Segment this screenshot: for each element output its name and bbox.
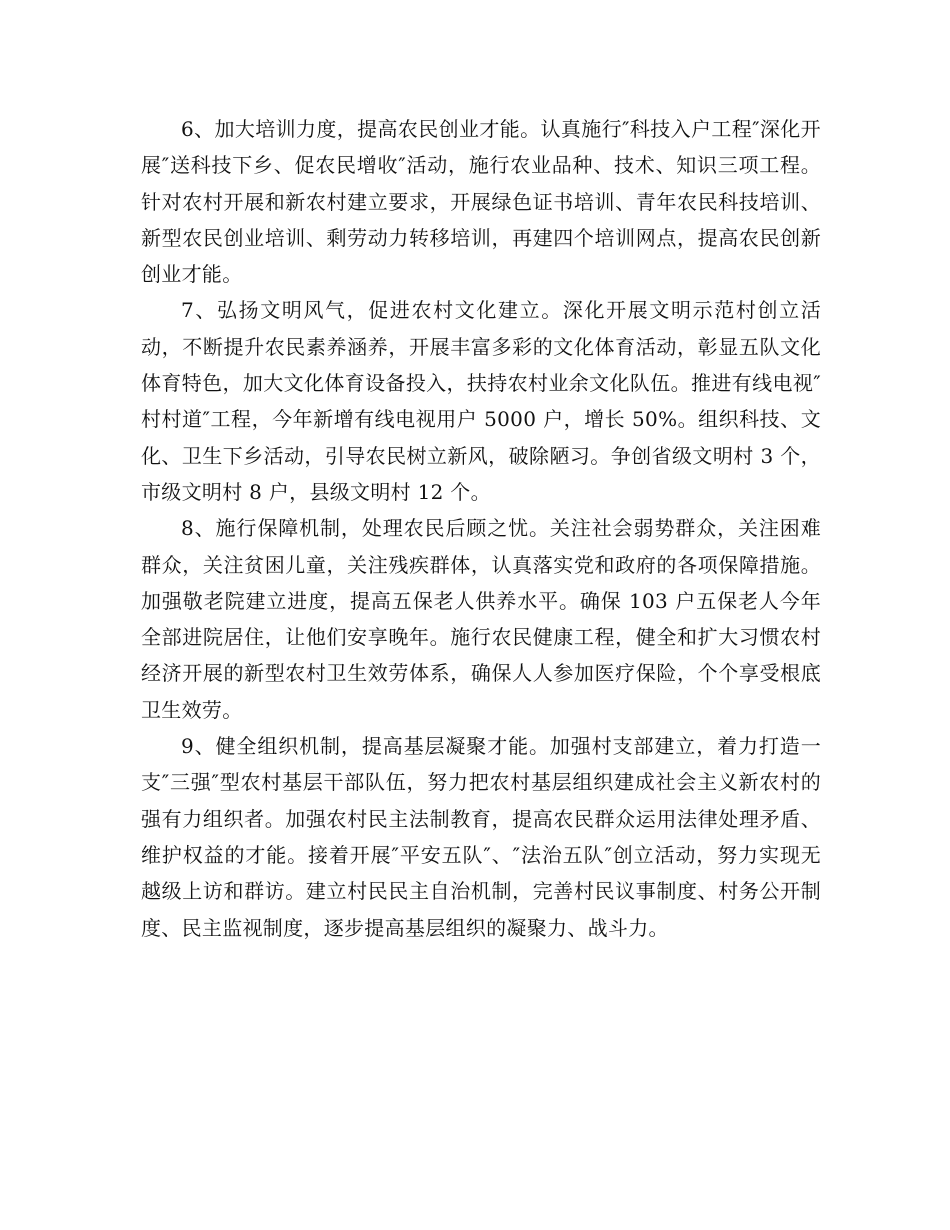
paragraph-8-security: 8、施行保障机制，处理农民后顾之忧。关注社会弱势群众，关注困难群众，关注贫困儿童，关注残疾群体，认真落实党和政府的各项保障措施。加强敬老院建立进度，提高五保老人供养水平。确保 103 户五保老人今年全部进院居住，让他们安享晚年。施行农民健康工程，健全和扩大习惯农村经济开展的新型农村卫生效劳体系，确保人人参加医疗保险，个个享受根底卫生效劳。 bbox=[141, 516, 821, 722]
paragraph-6-training: 6、加大培训力度，提高农民创业才能。认真施行″科技入户工程″深化开展″送科技下乡、促农民增收″活动，施行农业品种、技术、知识三项工程。针对农村开展和新农村建立要求，开展绿色证书培训、青年农民科技培训、新型农民创业培训、剩劳动力转移培训，再建四个培训网点，提高农民创新创业才能。 bbox=[141, 117, 821, 287]
paragraph-9-organization: 9、健全组织机制，提高基层凝聚才能。加强村支部建立，着力打造一支″三强″型农村基层干部队伍，努力把农村基层组织建成社会主义新农村的强有力组织者。加强农村民主法制教育，提高农民群众运用法律处理矛盾、维护权益的才能。接着开展″平安五队″、″法治五队″创立活动，努力实现无越级上访和群访。建立村民民主自治机制，完善村民议事制度、村务公开制度、民主监视制度，逐步提高基层组织的凝聚力、战斗力。 bbox=[141, 734, 821, 940]
document-body bbox=[141, 111, 821, 946]
paragraph-7-civilization: 7、弘扬文明风气，促进农村文化建立。深化开展文明示范村创立活动，不断提升农民素养涵养，开展丰富多彩的文化体育活动，彰显五队文化体育特色，加大文化体育设备投入，扶持农村业余文化队伍。推进有线电视″村村道″工程，今年新增有线电视用户 5000 户，增长 50%。组织科技、文化、卫生下乡活动，引导农民树立新风，破除陋习。争创省级文明村 3 个，市级文明村 8 户，县级文明村 12 个。 bbox=[141, 298, 821, 504]
